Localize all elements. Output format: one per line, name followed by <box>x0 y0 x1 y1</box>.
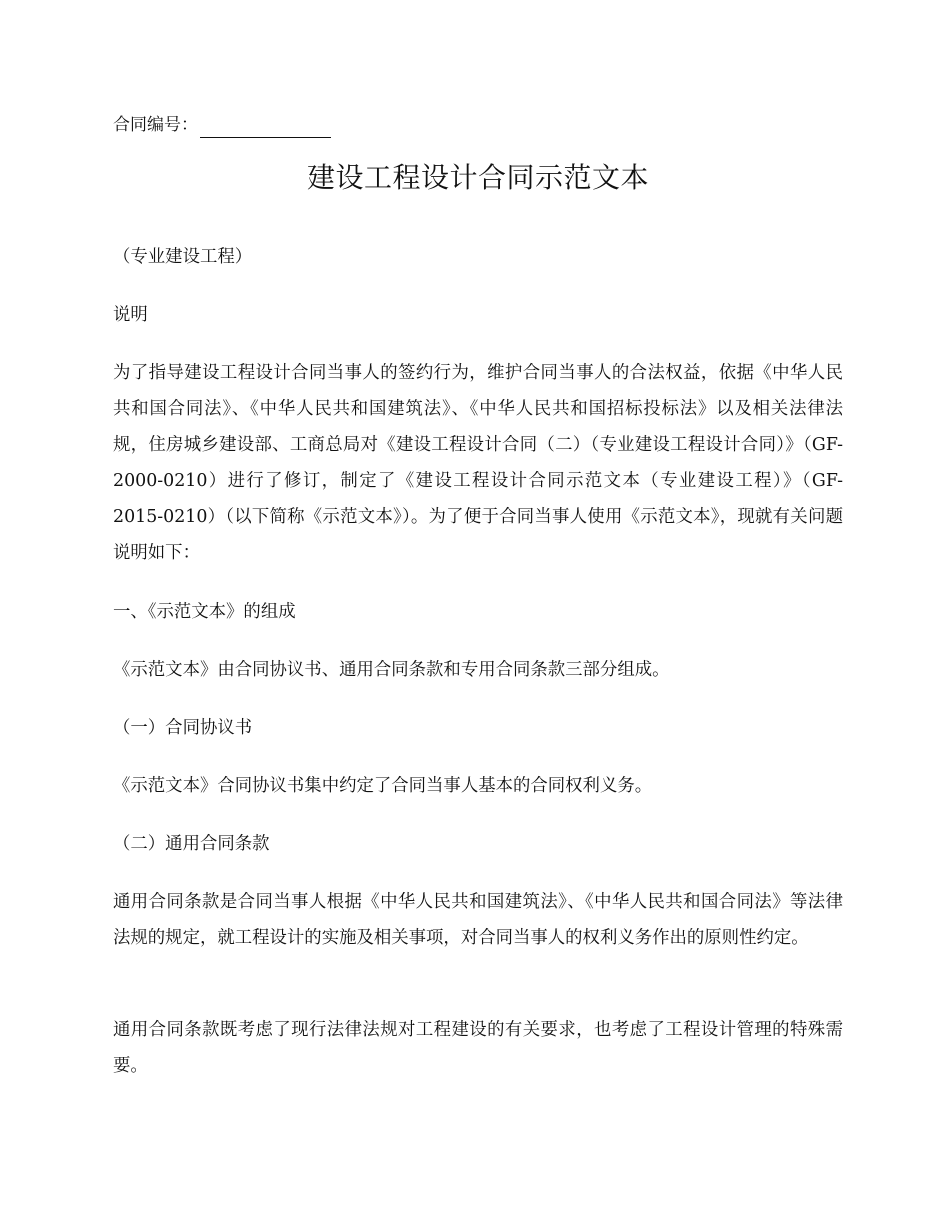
subheading-general-terms: （二）通用合同条款 <box>113 834 270 854</box>
agreement-paragraph: 《示范文本》合同协议书集中约定了合同当事人基本的合同权利义务。 <box>113 776 653 796</box>
contract-number-label: 合同编号： <box>113 115 198 135</box>
subtitle: （专业建设工程） <box>113 247 253 267</box>
composition-paragraph: 《示范文本》由合同协议书、通用合同条款和专用合同条款三部分组成。 <box>113 660 670 680</box>
section-heading-explanation: 说明 <box>113 305 148 325</box>
general-terms-paragraph-2: 通用合同条款既考虑了现行法律法规对工程建设的有关要求，也考虑了工程设计管理的特殊需要。 <box>113 1020 843 1076</box>
contract-number-line <box>113 112 331 138</box>
subheading-agreement: （一）合同协议书 <box>113 718 253 738</box>
contract-number-blank <box>200 117 331 138</box>
intro-paragraph: 为了指导建设工程设计合同当事人的签约行为，维护合同当事人的合法权益，依据《中华人民共和国合同法》、《中华人民共和国建筑法》、《中华人民共和国招标投标法》以及相关法律法规，住房城乡建设部、工商总局对《建设工程设计合同（二）（专业建设工程设计合同）》（GF-2000-0210）进行了修订，制定了《建设工程设计合同示范文本（专业建设工程）》（GF-2015-0210）（以下简称《示范文本》）。为了便于合同当事人使用《示范文本》，现就有关问题说明如下： <box>113 363 843 563</box>
document-title: 建设工程设计合同示范文本 <box>306 161 649 194</box>
section-heading-composition: 一、《示范文本》的组成 <box>113 602 296 622</box>
general-terms-paragraph-1: 通用合同条款是合同当事人根据《中华人民共和国建筑法》、《中华人民共和国合同法》等法律法规的规定，就工程设计的实施及相关事项，对合同当事人的权利义务作出的原则性约定。 <box>113 892 843 948</box>
